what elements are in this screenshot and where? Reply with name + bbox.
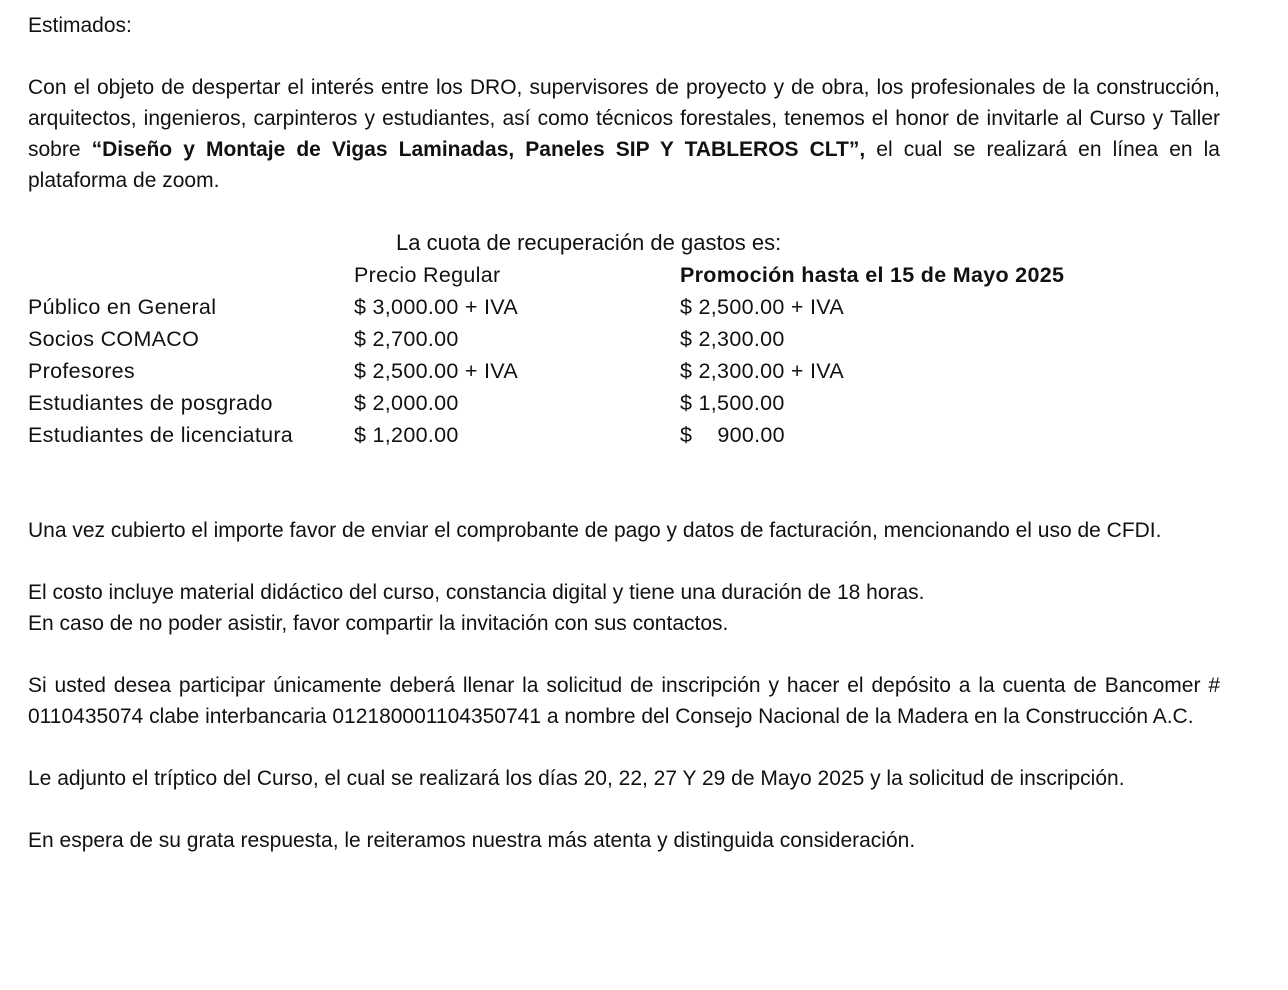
- deposit-paragraph: Si usted desea participar únicamente deberá llenar la solicitud de inscripción y hacer el depósito a la cuenta de Bancomer # 0110435074 clabe interbancaria 012180001104350741 a nombre del Consejo Nacional de la Madera en la Construcción A.C.: [28, 674, 1220, 728]
- fees-title: La cuota de recuperación de gastos es:: [396, 230, 782, 255]
- fee-regular: $ 1,200.00: [354, 423, 459, 447]
- greeting: Estimados:: [28, 14, 132, 37]
- table-row: [28, 323, 1180, 355]
- intro-text-before: Con el objeto de despertar el interés entre los DRO, supervisores de proyecto y de obra, los profesionales de la construcción, arquitectos, ingenieros, carpinteros y estudiantes, así como técnicos forestales, tenemos el honor de invitarle al Curso y Taller sobre: [28, 76, 1220, 161]
- fee-promo: $ 2,300.00 + IVA: [680, 359, 844, 383]
- fee-category: Estudiantes de licenciatura: [28, 423, 294, 447]
- includes-line-2: En caso de no poder asistir, favor compartir la invitación con sus contactos.: [28, 612, 729, 635]
- fee-promo: $ 2,300.00: [680, 327, 785, 351]
- closing-paragraph: En espera de su grata respuesta, le reiteramos nuestra más atenta y distinguida consideración.: [28, 829, 916, 852]
- fee-promo: $ 900.00: [680, 423, 785, 447]
- fees-table: [28, 259, 1180, 451]
- fees-header-promo: Promoción hasta el 15 de Mayo 2025: [680, 263, 1065, 287]
- fees-header-category: [28, 259, 354, 291]
- fee-category: Público en General: [28, 295, 217, 319]
- table-row: [28, 291, 1180, 323]
- table-row: [28, 419, 1180, 451]
- fees-header-regular: Precio Regular: [354, 263, 501, 287]
- fee-regular: $ 2,500.00 + IVA: [354, 359, 518, 383]
- intro-paragraph: [28, 72, 1220, 196]
- includes-line-1: El costo incluye material didáctico del curso, constancia digital y tiene una duración de 18 horas.: [28, 581, 925, 604]
- fees-header-row: [28, 259, 1180, 291]
- attachment-paragraph: Le adjunto el tríptico del Curso, el cual se realizará los días 20, 22, 27 Y 29 de Mayo 2025 y la solicitud de inscripción.: [28, 767, 1125, 790]
- payment-note: Una vez cubierto el importe favor de enviar el comprobante de pago y datos de facturación, mencionando el uso de CFDI.: [28, 519, 1162, 542]
- fee-regular: $ 3,000.00 + IVA: [354, 295, 518, 319]
- fee-regular: $ 2,000.00: [354, 391, 459, 415]
- fee-regular: $ 2,700.00: [354, 327, 459, 351]
- intro-text-after: el cual se realizará en línea en la plataforma de zoom.: [28, 138, 1220, 192]
- letter-body: [28, 10, 1220, 856]
- table-row: [28, 387, 1180, 419]
- course-title: “Diseño y Montaje de Vigas Laminadas, Paneles SIP Y TABLEROS CLT”,: [91, 138, 866, 161]
- fee-category: Estudiantes de posgrado: [28, 391, 273, 415]
- table-row: [28, 355, 1180, 387]
- fee-promo: $ 1,500.00: [680, 391, 785, 415]
- fee-category: Socios COMACO: [28, 327, 200, 351]
- fee-promo: $ 2,500.00 + IVA: [680, 295, 844, 319]
- fee-category: Profesores: [28, 359, 135, 383]
